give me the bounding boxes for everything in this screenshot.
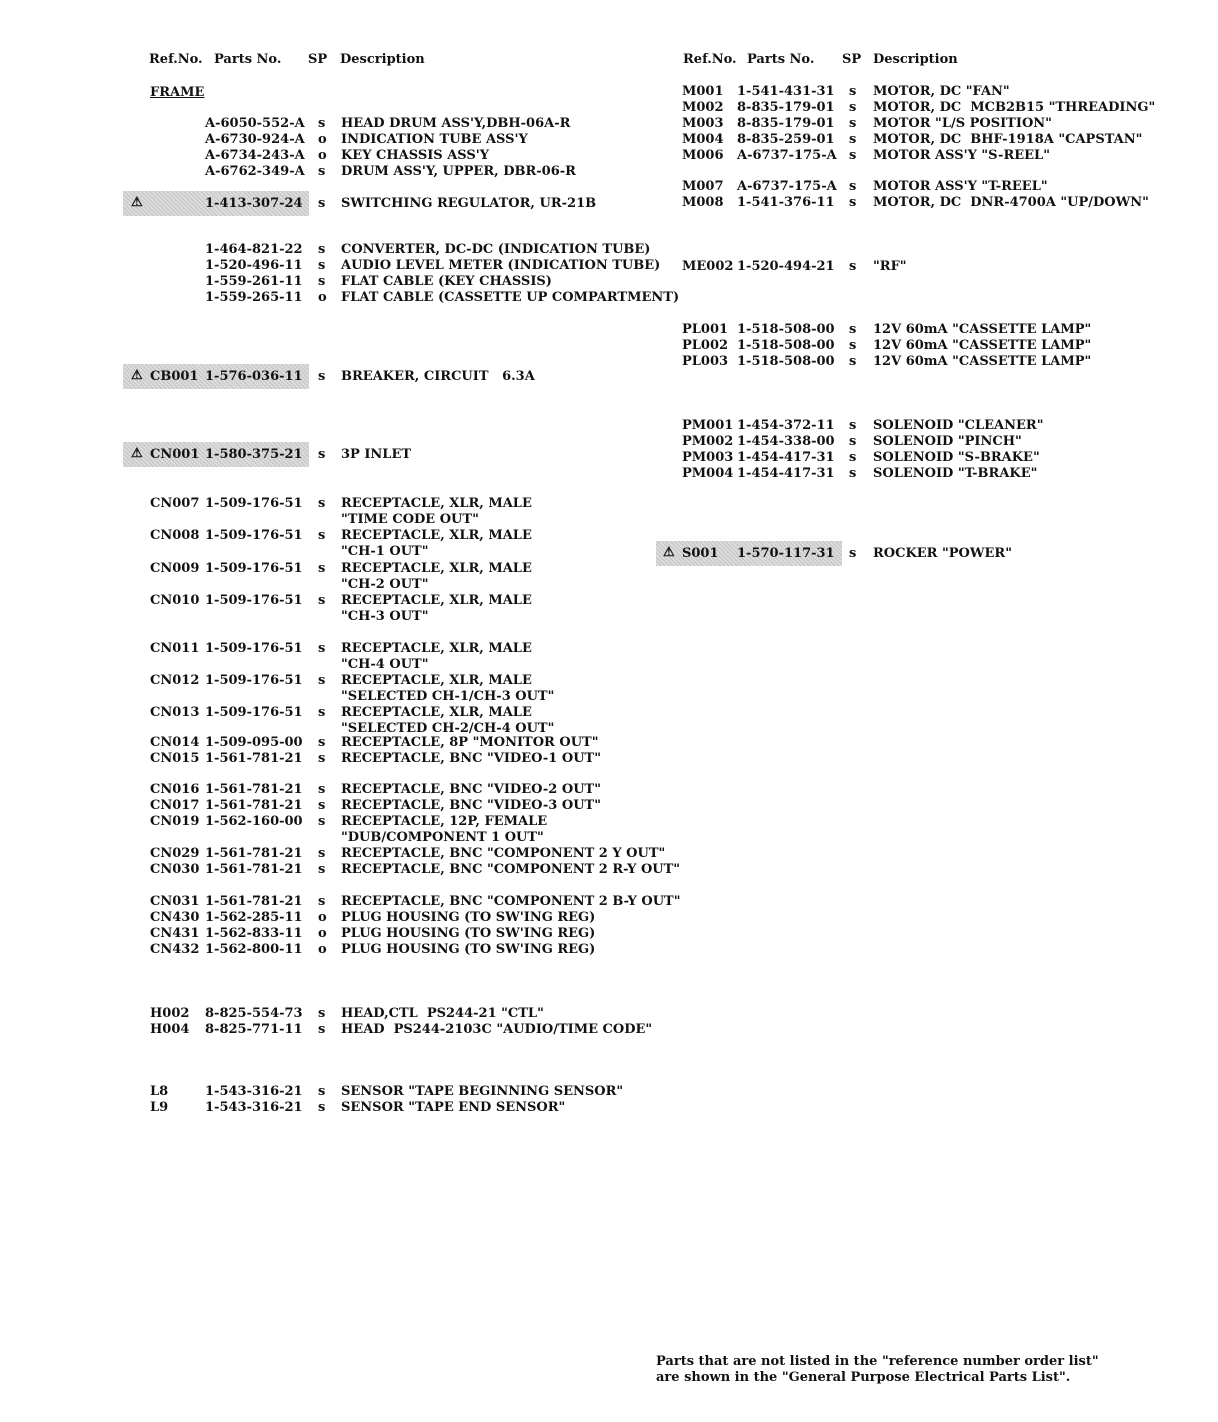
sp-cell: s bbox=[849, 418, 857, 433]
description-cell: MOTOR ASS'Y "S-REEL" bbox=[873, 148, 1050, 163]
ref-no-cell: CN013 bbox=[150, 705, 200, 720]
sp-cell: o bbox=[318, 148, 327, 163]
part-no-cell: A-6737-175-A bbox=[737, 148, 837, 163]
description-cell: BREAKER, CIRCUIT 6.3A bbox=[341, 369, 535, 384]
part-no-cell: 1-520-494-21 bbox=[737, 259, 835, 274]
right-description-header: Description bbox=[873, 52, 958, 67]
ref-no-cell: CN016 bbox=[150, 782, 200, 797]
sp-cell: s bbox=[318, 705, 326, 720]
part-no-cell: 1-509-176-51 bbox=[205, 673, 303, 688]
sp-cell: s bbox=[318, 846, 326, 861]
sp-cell: s bbox=[849, 434, 857, 449]
description-cell: RECEPTACLE, BNC "VIDEO-2 OUT" bbox=[341, 782, 601, 797]
sp-cell: s bbox=[849, 195, 857, 210]
description-continuation-cell: "DUB/COMPONENT 1 OUT" bbox=[341, 830, 544, 845]
ref-no-cell: CN010 bbox=[150, 593, 200, 608]
description-cell: "RF" bbox=[873, 259, 907, 274]
description-continuation-cell: "TIME CODE OUT" bbox=[341, 512, 479, 527]
description-cell: 12V 60mA "CASSETTE LAMP" bbox=[873, 322, 1092, 337]
description-cell: RECEPTACLE, BNC "COMPONENT 2 B-Y OUT" bbox=[341, 894, 681, 909]
description-continuation-cell: "CH-2 OUT" bbox=[341, 577, 429, 592]
warning-triangle-icon: ⚠ bbox=[663, 545, 675, 560]
part-no-cell: 1-561-781-21 bbox=[205, 751, 303, 766]
ref-no-cell: CN001 bbox=[150, 447, 200, 462]
ref-no-cell: PL001 bbox=[682, 322, 729, 337]
part-no-cell: 1-541-376-11 bbox=[737, 195, 835, 210]
description-cell: SOLENOID "S-BRAKE" bbox=[873, 450, 1040, 465]
description-cell: RECEPTACLE, BNC "VIDEO-3 OUT" bbox=[341, 798, 601, 813]
section-label-frame: FRAME bbox=[150, 85, 205, 100]
sp-cell: s bbox=[849, 354, 857, 369]
part-no-cell: 1-509-176-51 bbox=[205, 593, 303, 608]
ref-no-cell: H002 bbox=[150, 1006, 190, 1021]
sp-cell: s bbox=[318, 274, 326, 289]
description-continuation-cell: "CH-1 OUT" bbox=[341, 544, 429, 559]
part-no-cell: 8-825-554-73 bbox=[205, 1006, 303, 1021]
part-no-cell: 1-464-821-22 bbox=[205, 242, 303, 257]
part-no-cell: 1-454-417-31 bbox=[737, 450, 835, 465]
ref-no-cell: L8 bbox=[150, 1084, 169, 1099]
description-cell: CONVERTER, DC-DC (INDICATION TUBE) bbox=[341, 242, 651, 257]
sp-cell: s bbox=[849, 338, 857, 353]
description-continuation-cell: "CH-4 OUT" bbox=[341, 657, 429, 672]
description-cell: SENSOR "TAPE BEGINNING SENSOR" bbox=[341, 1084, 624, 1099]
description-cell: MOTOR "L/S POSITION" bbox=[873, 116, 1052, 131]
left-ref-header: Ref.No. bbox=[149, 52, 203, 67]
description-continuation-cell: "SELECTED CH-2/CH-4 OUT" bbox=[341, 721, 555, 736]
left-parts-header: Parts No. bbox=[214, 52, 282, 67]
ref-no-cell: CN019 bbox=[150, 814, 200, 829]
part-no-cell: 1-559-265-11 bbox=[205, 290, 303, 305]
part-no-cell: 1-509-176-51 bbox=[205, 528, 303, 543]
description-cell: INDICATION TUBE ASS'Y bbox=[341, 132, 528, 147]
ref-no-cell: CN030 bbox=[150, 862, 200, 877]
sp-cell: s bbox=[318, 496, 326, 511]
sp-cell: s bbox=[318, 894, 326, 909]
sp-cell: s bbox=[849, 450, 857, 465]
part-no-cell: 1-561-781-21 bbox=[205, 862, 303, 877]
ref-no-cell: S001 bbox=[682, 546, 719, 561]
description-cell: HEAD PS244-2103C "AUDIO/TIME CODE" bbox=[341, 1022, 653, 1037]
footnote-line-1: Parts that are not listed in the "reference number order list" bbox=[656, 1354, 1099, 1369]
sp-cell: s bbox=[849, 132, 857, 147]
description-cell: RECEPTACLE, XLR, MALE bbox=[341, 673, 532, 688]
part-no-cell: 1-509-176-51 bbox=[205, 561, 303, 576]
description-cell: ROCKER "POWER" bbox=[873, 546, 1012, 561]
part-no-cell: 1-580-375-21 bbox=[205, 447, 303, 462]
part-no-cell: A-6734-243-A bbox=[205, 148, 305, 163]
sp-cell: s bbox=[318, 164, 326, 179]
ref-no-cell: CN011 bbox=[150, 641, 200, 656]
sp-cell: s bbox=[318, 196, 326, 211]
sp-cell: s bbox=[318, 673, 326, 688]
part-no-cell: 1-509-095-00 bbox=[205, 735, 303, 750]
description-cell: MOTOR, DC BHF-1918A "CAPSTAN" bbox=[873, 132, 1143, 147]
sp-cell: s bbox=[318, 862, 326, 877]
ref-no-cell: PL002 bbox=[682, 338, 729, 353]
footnote-line-2: are shown in the "General Purpose Electrical Parts List". bbox=[656, 1370, 1071, 1385]
description-cell: PLUG HOUSING (TO SW'ING REG) bbox=[341, 942, 596, 957]
part-no-cell: 1-570-117-31 bbox=[737, 546, 835, 561]
sp-cell: s bbox=[318, 814, 326, 829]
right-parts-header: Parts No. bbox=[747, 52, 815, 67]
description-cell: SOLENOID "CLEANER" bbox=[873, 418, 1044, 433]
ref-no-cell: PL003 bbox=[682, 354, 729, 369]
part-no-cell: 1-561-781-21 bbox=[205, 846, 303, 861]
part-no-cell: 1-518-508-00 bbox=[737, 322, 835, 337]
sp-cell: s bbox=[318, 641, 326, 656]
part-no-cell: 1-543-316-21 bbox=[205, 1100, 303, 1115]
sp-cell: s bbox=[849, 466, 857, 481]
description-cell: SOLENOID "T-BRAKE" bbox=[873, 466, 1038, 481]
part-no-cell: 1-559-261-11 bbox=[205, 274, 303, 289]
ref-no-cell: CN014 bbox=[150, 735, 200, 750]
sp-cell: s bbox=[849, 100, 857, 115]
description-cell: MOTOR ASS'Y "T-REEL" bbox=[873, 179, 1048, 194]
sp-cell: s bbox=[318, 258, 326, 273]
description-cell: HEAD,CTL PS244-21 "CTL" bbox=[341, 1006, 544, 1021]
ref-no-cell: M007 bbox=[682, 179, 724, 194]
description-cell: DRUM ASS'Y, UPPER, DBR-06-R bbox=[341, 164, 576, 179]
description-cell: RECEPTACLE, XLR, MALE bbox=[341, 593, 532, 608]
description-cell: RECEPTACLE, BNC "COMPONENT 2 Y OUT" bbox=[341, 846, 666, 861]
ref-no-cell: PM003 bbox=[682, 450, 734, 465]
description-cell: SWITCHING REGULATOR, UR-21B bbox=[341, 196, 597, 211]
sp-cell: s bbox=[318, 1100, 326, 1115]
right-ref-header: Ref.No. bbox=[683, 52, 737, 67]
part-no-cell: 1-576-036-11 bbox=[205, 369, 303, 384]
ref-no-cell: CN029 bbox=[150, 846, 200, 861]
sp-cell: o bbox=[318, 910, 327, 925]
description-cell: 12V 60mA "CASSETTE LAMP" bbox=[873, 338, 1092, 353]
description-cell: SENSOR "TAPE END SENSOR" bbox=[341, 1100, 566, 1115]
description-cell: RECEPTACLE, 12P, FEMALE bbox=[341, 814, 548, 829]
part-no-cell: 1-543-316-21 bbox=[205, 1084, 303, 1099]
sp-cell: s bbox=[318, 751, 326, 766]
part-no-cell: 1-561-781-21 bbox=[205, 798, 303, 813]
part-no-cell: 8-835-179-01 bbox=[737, 116, 835, 131]
part-no-cell: 1-454-338-00 bbox=[737, 434, 835, 449]
sp-cell: s bbox=[849, 259, 857, 274]
part-no-cell: 1-509-176-51 bbox=[205, 705, 303, 720]
left-sp-header: SP bbox=[308, 52, 328, 67]
description-cell: FLAT CABLE (KEY CHASSIS) bbox=[341, 274, 552, 289]
description-continuation-cell: "SELECTED CH-1/CH-3 OUT" bbox=[341, 689, 555, 704]
sp-cell: s bbox=[318, 1022, 326, 1037]
ref-no-cell: CN031 bbox=[150, 894, 200, 909]
warning-triangle-icon: ⚠ bbox=[131, 368, 143, 383]
sp-cell: s bbox=[849, 84, 857, 99]
part-no-cell: 1-562-160-00 bbox=[205, 814, 303, 829]
description-cell: RECEPTACLE, XLR, MALE bbox=[341, 705, 532, 720]
sp-cell: s bbox=[849, 546, 857, 561]
ref-no-cell: M008 bbox=[682, 195, 724, 210]
part-no-cell: 1-518-508-00 bbox=[737, 338, 835, 353]
part-no-cell: 1-509-176-51 bbox=[205, 641, 303, 656]
sp-cell: s bbox=[849, 116, 857, 131]
sp-cell: o bbox=[318, 290, 327, 305]
description-cell: RECEPTACLE, XLR, MALE bbox=[341, 641, 532, 656]
part-no-cell: 1-562-800-11 bbox=[205, 942, 303, 957]
left-description-header: Description bbox=[340, 52, 425, 67]
ref-no-cell: M006 bbox=[682, 148, 724, 163]
description-cell: FLAT CABLE (CASSETTE UP COMPARTMENT) bbox=[341, 290, 680, 305]
ref-no-cell: ME002 bbox=[682, 259, 734, 274]
ref-no-cell: CN009 bbox=[150, 561, 200, 576]
ref-no-cell: CN430 bbox=[150, 910, 200, 925]
part-no-cell: A-6730-924-A bbox=[205, 132, 305, 147]
description-cell: MOTOR, DC MCB2B15 "THREADING" bbox=[873, 100, 1156, 115]
sp-cell: o bbox=[318, 926, 327, 941]
description-cell: MOTOR, DC "FAN" bbox=[873, 84, 1010, 99]
sp-cell: s bbox=[849, 148, 857, 163]
description-cell: 12V 60mA "CASSETTE LAMP" bbox=[873, 354, 1092, 369]
ref-no-cell: CN017 bbox=[150, 798, 200, 813]
sp-cell: s bbox=[318, 242, 326, 257]
part-no-cell: A-6737-175-A bbox=[737, 179, 837, 194]
ref-no-cell: M002 bbox=[682, 100, 724, 115]
ref-no-cell: PM001 bbox=[682, 418, 734, 433]
description-cell: SOLENOID "PINCH" bbox=[873, 434, 1022, 449]
description-cell: KEY CHASSIS ASS'Y bbox=[341, 148, 490, 163]
part-no-cell: 1-520-496-11 bbox=[205, 258, 303, 273]
part-no-cell: 1-454-417-31 bbox=[737, 466, 835, 481]
warning-triangle-icon: ⚠ bbox=[131, 446, 143, 461]
part-no-cell: 1-561-781-21 bbox=[205, 894, 303, 909]
part-no-cell: 1-518-508-00 bbox=[737, 354, 835, 369]
part-no-cell: 1-562-833-11 bbox=[205, 926, 303, 941]
description-cell: PLUG HOUSING (TO SW'ING REG) bbox=[341, 926, 596, 941]
sp-cell: s bbox=[318, 369, 326, 384]
ref-no-cell: L9 bbox=[150, 1100, 169, 1115]
part-no-cell: 8-835-179-01 bbox=[737, 100, 835, 115]
description-cell: RECEPTACLE, BNC "COMPONENT 2 R-Y OUT" bbox=[341, 862, 681, 877]
sp-cell: s bbox=[318, 528, 326, 543]
sp-cell: o bbox=[318, 942, 327, 957]
ref-no-cell: CB001 bbox=[150, 369, 199, 384]
part-no-cell: 1-561-781-21 bbox=[205, 782, 303, 797]
sp-cell: s bbox=[849, 179, 857, 194]
ref-no-cell: CN431 bbox=[150, 926, 200, 941]
sp-cell: s bbox=[318, 561, 326, 576]
right-sp-header: SP bbox=[842, 52, 862, 67]
ref-no-cell: CN007 bbox=[150, 496, 200, 511]
part-no-cell: 1-509-176-51 bbox=[205, 496, 303, 511]
sp-cell: s bbox=[318, 1006, 326, 1021]
description-cell: AUDIO LEVEL METER (INDICATION TUBE) bbox=[341, 258, 661, 273]
sp-cell: s bbox=[318, 447, 326, 462]
description-continuation-cell: "CH-3 OUT" bbox=[341, 609, 429, 624]
sp-cell: s bbox=[318, 1084, 326, 1099]
description-cell: RECEPTACLE, BNC "VIDEO-1 OUT" bbox=[341, 751, 601, 766]
part-no-cell: 8-835-259-01 bbox=[737, 132, 835, 147]
part-no-cell: 8-825-771-11 bbox=[205, 1022, 303, 1037]
description-cell: RECEPTACLE, XLR, MALE bbox=[341, 561, 532, 576]
ref-no-cell: H004 bbox=[150, 1022, 190, 1037]
sp-cell: s bbox=[318, 782, 326, 797]
ref-no-cell: M004 bbox=[682, 132, 724, 147]
sp-cell: s bbox=[849, 322, 857, 337]
part-no-cell: 1-541-431-31 bbox=[737, 84, 835, 99]
sp-cell: s bbox=[318, 798, 326, 813]
description-cell: RECEPTACLE, XLR, MALE bbox=[341, 528, 532, 543]
ref-no-cell: CN015 bbox=[150, 751, 200, 766]
sp-cell: s bbox=[318, 735, 326, 750]
description-cell: MOTOR, DC DNR-4700A "UP/DOWN" bbox=[873, 195, 1149, 210]
description-cell: RECEPTACLE, 8P "MONITOR OUT" bbox=[341, 735, 599, 750]
ref-no-cell: CN432 bbox=[150, 942, 200, 957]
part-no-cell: A-6762-349-A bbox=[205, 164, 305, 179]
description-cell: PLUG HOUSING (TO SW'ING REG) bbox=[341, 910, 596, 925]
ref-no-cell: CN008 bbox=[150, 528, 200, 543]
sp-cell: s bbox=[318, 116, 326, 131]
sp-cell: s bbox=[318, 593, 326, 608]
description-cell: HEAD DRUM ASS'Y,DBH-06A-R bbox=[341, 116, 571, 131]
part-no-cell: 1-562-285-11 bbox=[205, 910, 303, 925]
ref-no-cell: CN012 bbox=[150, 673, 200, 688]
ref-no-cell: PM004 bbox=[682, 466, 734, 481]
ref-no-cell: M003 bbox=[682, 116, 724, 131]
description-cell: RECEPTACLE, XLR, MALE bbox=[341, 496, 532, 511]
part-no-cell: 1-454-372-11 bbox=[737, 418, 835, 433]
sp-cell: o bbox=[318, 132, 327, 147]
description-cell: 3P INLET bbox=[341, 447, 412, 462]
part-no-cell: 1-413-307-24 bbox=[205, 196, 303, 211]
part-no-cell: A-6050-552-A bbox=[205, 116, 305, 131]
ref-no-cell: M001 bbox=[682, 84, 724, 99]
warning-triangle-icon: ⚠ bbox=[131, 195, 143, 210]
ref-no-cell: PM002 bbox=[682, 434, 734, 449]
